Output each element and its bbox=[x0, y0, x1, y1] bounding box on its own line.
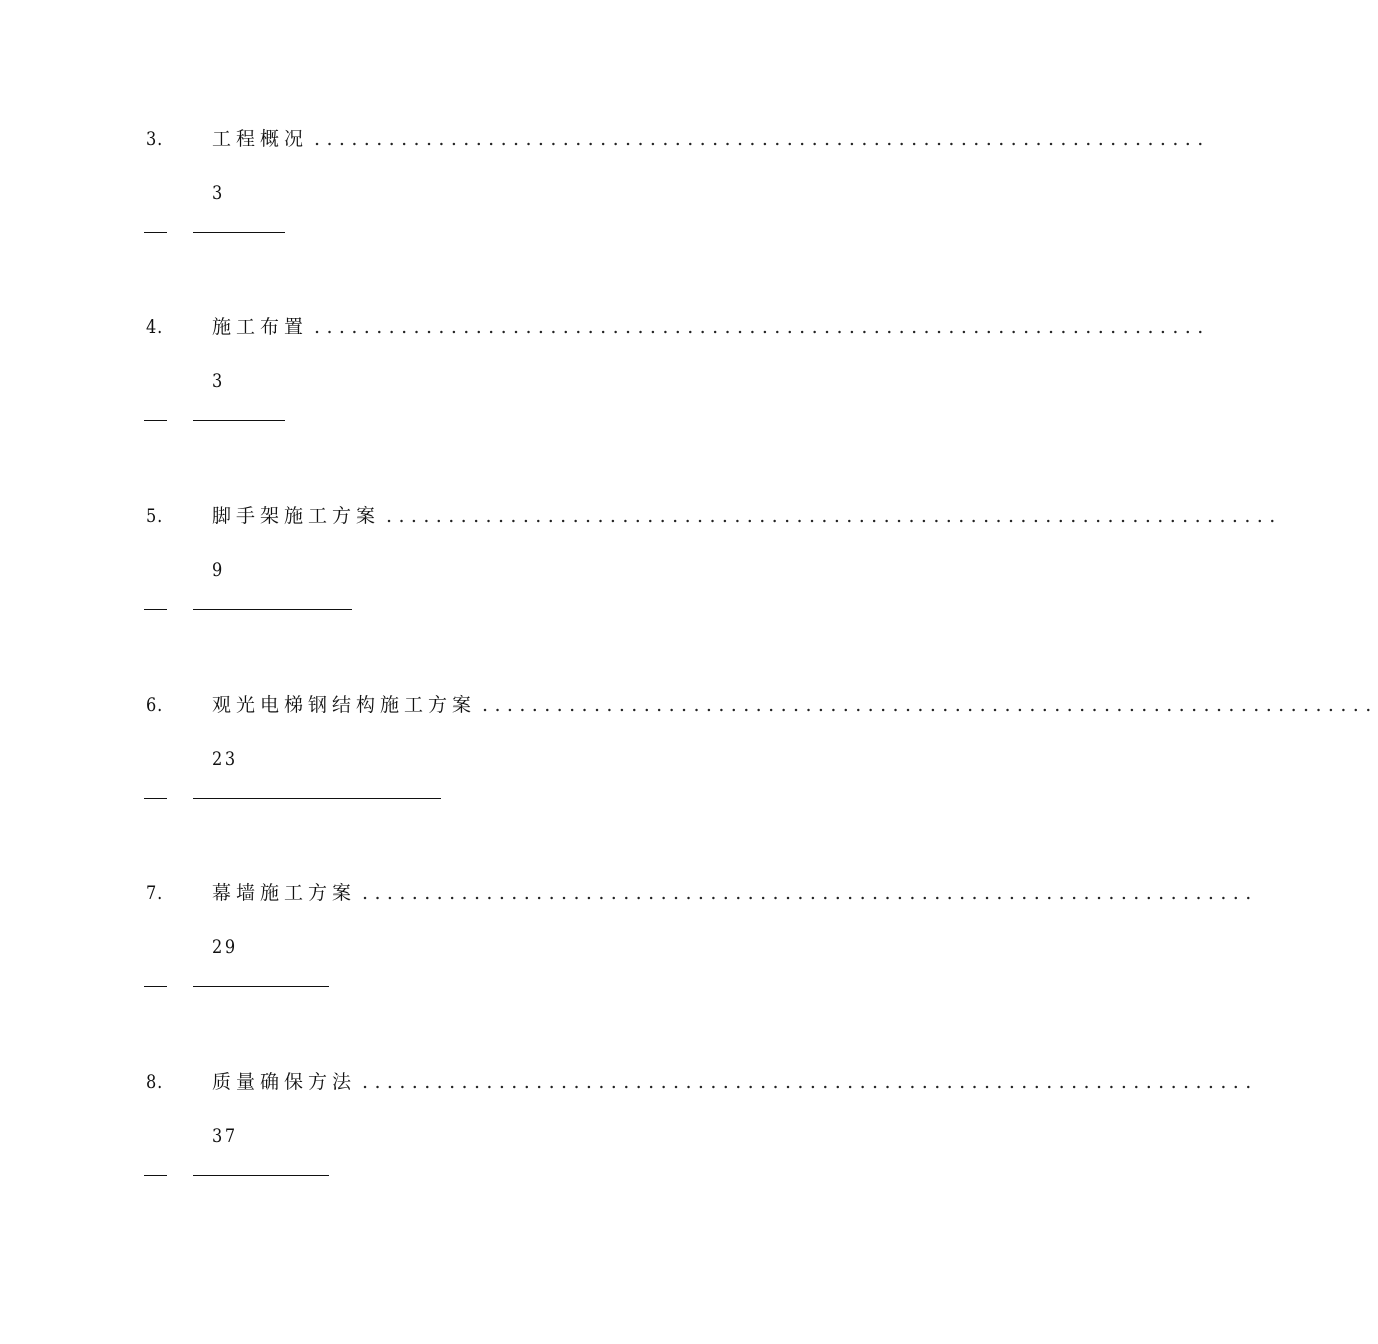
entry-number: 4. bbox=[146, 316, 164, 338]
short-rule bbox=[144, 1175, 167, 1176]
entry-title-line bbox=[212, 1070, 1258, 1094]
entry-number: 8. bbox=[146, 1071, 164, 1093]
toc-entry[interactable] bbox=[0, 881, 1258, 1021]
entry-number: 6. bbox=[146, 694, 164, 716]
entry-title[interactable]: 工程概况 bbox=[212, 128, 309, 150]
dot-leader: ........................................................................ bbox=[362, 882, 1258, 904]
entry-title[interactable]: 幕墙施工方案 bbox=[212, 882, 357, 904]
entry-title-line bbox=[212, 504, 1282, 528]
long-rule bbox=[193, 420, 285, 421]
dot-leader: ........................................................................ bbox=[482, 694, 1378, 716]
dot-leader: ........................................................................ bbox=[314, 316, 1210, 338]
entry-title[interactable]: 质量确保方法 bbox=[212, 1071, 357, 1093]
toc-entry[interactable] bbox=[0, 315, 1210, 455]
long-rule bbox=[193, 609, 352, 610]
entry-title[interactable]: 施工布置 bbox=[212, 316, 309, 338]
toc-entry[interactable] bbox=[0, 1070, 1258, 1210]
long-rule bbox=[193, 798, 441, 799]
short-rule bbox=[144, 986, 167, 987]
entry-title-line bbox=[212, 127, 1210, 151]
short-rule bbox=[144, 798, 167, 799]
toc-entry[interactable] bbox=[0, 693, 1378, 833]
toc-entry[interactable] bbox=[0, 127, 1210, 267]
dot-leader: ........................................................................ bbox=[386, 505, 1282, 527]
entry-title-line bbox=[212, 693, 1378, 717]
short-rule bbox=[144, 232, 167, 233]
entry-page-number: 9 bbox=[212, 559, 225, 581]
long-rule bbox=[193, 232, 285, 233]
entry-page-number: 23 bbox=[212, 748, 238, 770]
entry-title[interactable]: 脚手架施工方案 bbox=[212, 505, 381, 527]
entry-number: 5. bbox=[146, 505, 164, 527]
toc-entry[interactable] bbox=[0, 504, 1282, 644]
long-rule bbox=[193, 986, 329, 987]
entry-title-line bbox=[212, 315, 1210, 339]
dot-leader: ........................................................................ bbox=[314, 128, 1210, 150]
entry-page-number: 3 bbox=[212, 370, 225, 392]
short-rule bbox=[144, 609, 167, 610]
entry-title[interactable]: 观光电梯钢结构施工方案 bbox=[212, 694, 477, 716]
dot-leader: ........................................................................ bbox=[362, 1071, 1258, 1093]
long-rule bbox=[193, 1175, 329, 1176]
short-rule bbox=[144, 420, 167, 421]
entry-number: 7. bbox=[146, 882, 164, 904]
entry-page-number: 3 bbox=[212, 182, 225, 204]
entry-title-line bbox=[212, 881, 1258, 905]
entry-page-number: 37 bbox=[212, 1125, 238, 1147]
entry-page-number: 29 bbox=[212, 936, 238, 958]
entry-number: 3. bbox=[146, 128, 164, 150]
